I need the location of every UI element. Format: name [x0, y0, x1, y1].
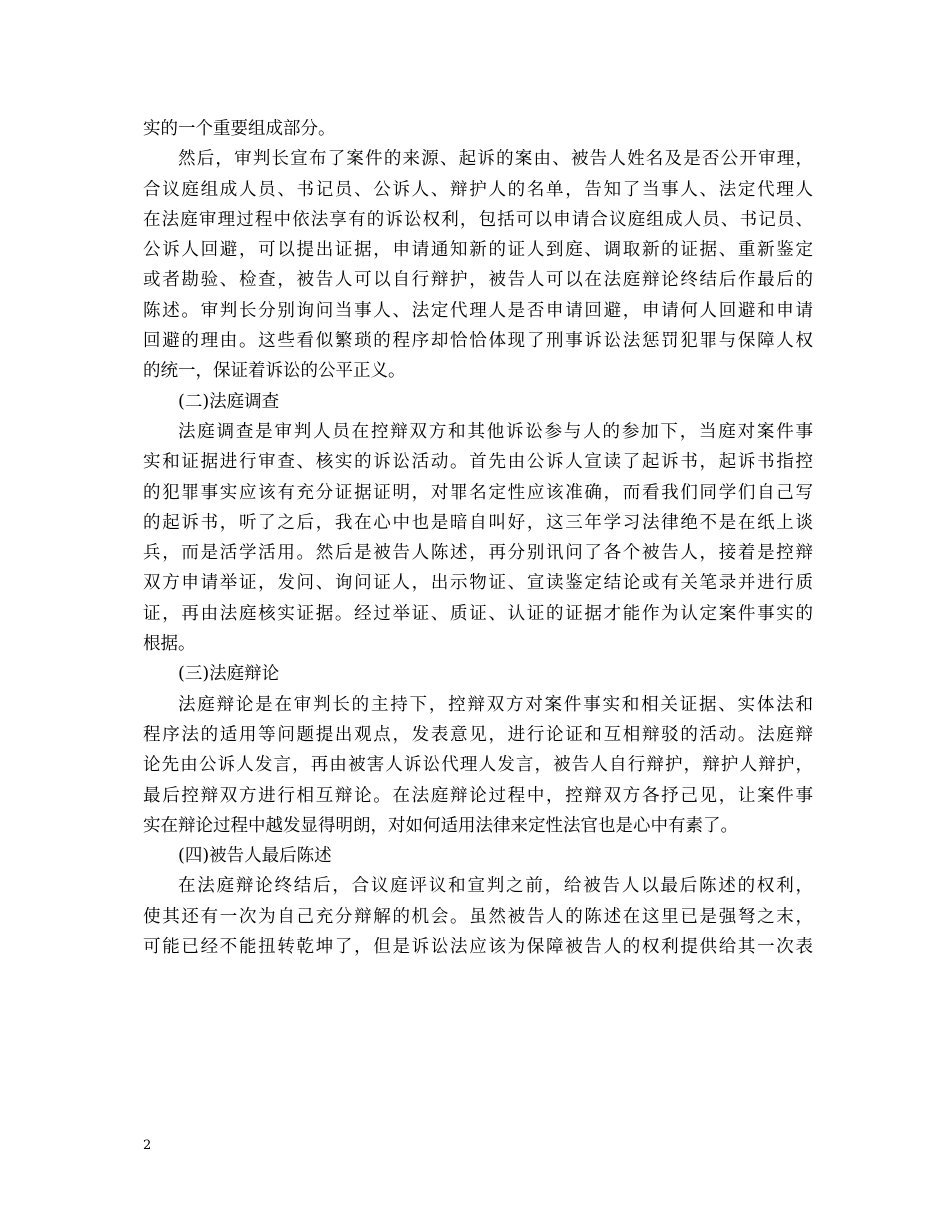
page-number: 2 — [143, 1138, 152, 1153]
text-line: (三)法庭辩论 — [178, 664, 280, 685]
text-line: 实和证据进行审查、核实的诉讼活动。首先由公诉人宣读了起诉书，起诉书指控 — [143, 452, 813, 473]
text-line: 使其还有一次为自己充分辩解的机会。虽然被告人的陈述在这里已是强弩之末， — [143, 906, 813, 927]
text-line: 证，再由法庭核实证据。经过举证、质证、认证的证据才能作为认定案件事实的 — [143, 603, 813, 624]
text-line: 在法庭辩论终结后，合议庭评议和宣判之前，给被告人以最后陈述的权利， — [178, 876, 813, 897]
text-line: 兵，而是活学活用。然后是被告人陈述，再分别讯问了各个被告人，接着是控辩 — [143, 543, 813, 564]
text-line: 或者勘验、检查，被告人可以自行辩护，被告人可以在法庭辩论终结后作最后的 — [143, 270, 813, 291]
text-line: 实的一个重要组成部分。 — [143, 119, 336, 139]
text-line: 陈述。审判长分别询问当事人、法定代理人是否申请回避，申请何人回避和申请 — [143, 300, 813, 321]
text-line: 法庭调查是审判人员在控辩双方和其他诉讼参与人的参加下，当庭对案件事 — [178, 421, 813, 442]
text-line: 合议庭组成人员、书记员、公诉人、辩护人的名单，告知了当事人、法定代理人 — [143, 179, 813, 200]
text-line: (二)法庭调查 — [178, 391, 280, 412]
text-line: 根据。 — [143, 634, 196, 655]
text-line: 的统一，保证着诉讼的公平正义。 — [143, 361, 406, 382]
text-line: 的犯罪事实应该有充分证据证明，对罪名定性应该准确，而看我们同学们自己写 — [143, 482, 813, 503]
text-line: 法庭辩论是在审判长的主持下，控辩双方对案件事实和相关证据、实体法和 — [178, 694, 813, 715]
text-line: 双方申请举证，发问、询问证人，出示物证、宣读鉴定结论或有关笔录并进行质 — [143, 573, 813, 594]
text-line: 回避的理由。这些看似繁琐的程序却恰恰体现了刑事诉讼法惩罚犯罪与保障人权 — [143, 331, 813, 352]
document-body — [143, 114, 813, 962]
text-line: 论先由公诉人发言，再由被害人诉讼代理人发言，被告人自行辩护，辩护人辩护， — [143, 755, 813, 776]
text-line: (四)被告人最后陈述 — [178, 846, 332, 867]
text-line: 在法庭审理过程中依法享有的诉讼权利，包括可以申请合议庭组成人员、书记员、 — [143, 209, 813, 230]
text-line: 最后控辩双方进行相互辩论。在法庭辩论过程中，控辩双方各抒己见，让案件事 — [143, 785, 813, 806]
text-line: 程序法的适用等问题提出观点，发表意见，进行论证和互相辩驳的活动。法庭辩 — [143, 724, 813, 745]
text-line: 的起诉书，听了之后，我在心中也是暗自叫好，这三年学习法律绝不是在纸上谈 — [143, 512, 813, 533]
text-line: 实在辩论过程中越发显得明朗，对如何适用法律来定性法官也是心中有素了。 — [143, 815, 738, 836]
text-line: 可能已经不能扭转乾坤了，但是诉讼法应该为保障被告人的权利提供给其一次表 — [143, 937, 813, 958]
text-line: 公诉人回避，可以提出证据，申请通知新的证人到庭、调取新的证据、重新鉴定 — [143, 240, 813, 261]
text-line: 然后，审判长宣布了案件的来源、起诉的案由、被告人姓名及是否公开审理， — [178, 149, 813, 170]
